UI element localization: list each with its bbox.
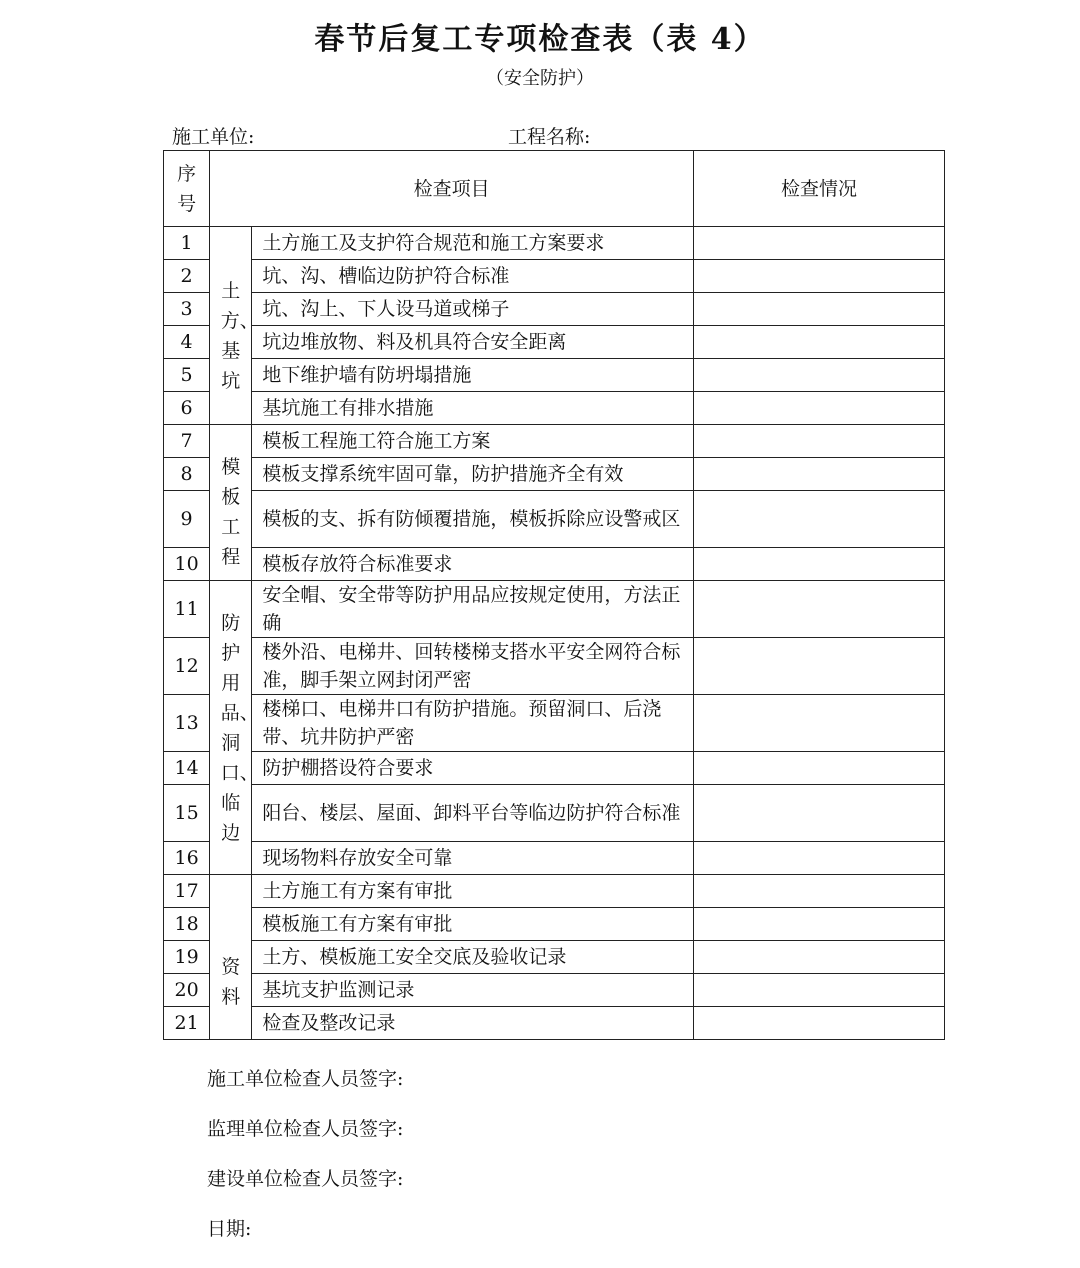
page-title: 春节后复工专项检查表（表 4） bbox=[314, 22, 766, 57]
row-result-cell[interactable] bbox=[694, 875, 945, 908]
row-no: 11 bbox=[164, 581, 210, 638]
row-item: 安全帽、安全带等防护用品应按规定使用，方法正确 bbox=[252, 581, 694, 638]
table-row bbox=[164, 227, 945, 260]
header-item: 检查项目 bbox=[210, 151, 694, 227]
table-row bbox=[164, 581, 945, 638]
row-item: 土方施工及支护符合规范和施工方案要求 bbox=[252, 227, 694, 260]
category-formwork: 模板工程 bbox=[210, 425, 252, 581]
row-no: 12 bbox=[164, 638, 210, 695]
table-row bbox=[164, 1007, 945, 1040]
table-row bbox=[164, 785, 945, 842]
row-no: 14 bbox=[164, 752, 210, 785]
table-row bbox=[164, 695, 945, 752]
table-row bbox=[164, 638, 945, 695]
owner-signature-label: 建设单位检查人员签字: bbox=[207, 1168, 404, 1190]
table-row bbox=[164, 392, 945, 425]
row-no: 13 bbox=[164, 695, 210, 752]
row-result-cell[interactable] bbox=[694, 227, 945, 260]
row-item: 模板施工有方案有审批 bbox=[252, 908, 694, 941]
row-item: 坑边堆放物、料及机具符合安全距离 bbox=[252, 326, 694, 359]
table-row bbox=[164, 974, 945, 1007]
row-no: 5 bbox=[164, 359, 210, 392]
table-row bbox=[164, 425, 945, 458]
row-no: 20 bbox=[164, 974, 210, 1007]
row-result-cell[interactable] bbox=[694, 491, 945, 548]
row-no: 18 bbox=[164, 908, 210, 941]
row-result-cell[interactable] bbox=[694, 293, 945, 326]
table-header-row bbox=[164, 151, 945, 227]
table-row bbox=[164, 326, 945, 359]
table-row bbox=[164, 752, 945, 785]
row-item: 基坑支护监测记录 bbox=[252, 974, 694, 1007]
row-no: 6 bbox=[164, 392, 210, 425]
row-item: 模板存放符合标准要求 bbox=[252, 548, 694, 581]
row-item: 阳台、楼层、屋面、卸料平台等临边防护符合标准 bbox=[252, 785, 694, 842]
date-label: 日期: bbox=[207, 1218, 252, 1240]
row-result-cell[interactable] bbox=[694, 1007, 945, 1040]
table-row bbox=[164, 842, 945, 875]
header-no: 序号 bbox=[164, 151, 210, 227]
row-no: 1 bbox=[164, 227, 210, 260]
row-result-cell[interactable] bbox=[694, 785, 945, 842]
category-protection: 防护用品、洞口、临边 bbox=[210, 581, 252, 875]
row-no: 8 bbox=[164, 458, 210, 491]
row-result-cell[interactable] bbox=[694, 695, 945, 752]
table-row bbox=[164, 548, 945, 581]
row-item: 模板工程施工符合施工方案 bbox=[252, 425, 694, 458]
row-result-cell[interactable] bbox=[694, 326, 945, 359]
row-result-cell[interactable] bbox=[694, 974, 945, 1007]
row-item: 模板的支、拆有防倾覆措施，模板拆除应设警戒区 bbox=[252, 491, 694, 548]
row-item: 现场物料存放安全可靠 bbox=[252, 842, 694, 875]
table-row bbox=[164, 941, 945, 974]
row-item: 检查及整改记录 bbox=[252, 1007, 694, 1040]
page-subtitle: （安全防护） bbox=[486, 68, 594, 89]
table-row bbox=[164, 875, 945, 908]
row-result-cell[interactable] bbox=[694, 941, 945, 974]
table-row bbox=[164, 458, 945, 491]
row-item: 坑、沟、槽临边防护符合标准 bbox=[252, 260, 694, 293]
category-documents: 资料 bbox=[210, 875, 252, 1040]
row-no: 2 bbox=[164, 260, 210, 293]
row-item: 楼外沿、电梯井、回转楼梯支搭水平安全网符合标准，脚手架立网封闭严密 bbox=[252, 638, 694, 695]
row-no: 21 bbox=[164, 1007, 210, 1040]
table-row bbox=[164, 293, 945, 326]
project-name-label: 工程名称: bbox=[508, 126, 591, 148]
row-result-cell[interactable] bbox=[694, 392, 945, 425]
row-item: 基坑施工有排水措施 bbox=[252, 392, 694, 425]
row-no: 10 bbox=[164, 548, 210, 581]
row-item: 模板支撑系统牢固可靠，防护措施齐全有效 bbox=[252, 458, 694, 491]
construction-signature-label: 施工单位检查人员签字: bbox=[207, 1068, 404, 1090]
construction-unit-label: 施工单位: bbox=[172, 126, 255, 148]
row-result-cell[interactable] bbox=[694, 581, 945, 638]
row-item: 地下维护墙有防坍塌措施 bbox=[252, 359, 694, 392]
table-row bbox=[164, 359, 945, 392]
table-row bbox=[164, 908, 945, 941]
inspection-table bbox=[163, 150, 945, 1040]
row-result-cell[interactable] bbox=[694, 638, 945, 695]
row-item: 楼梯口、电梯井口有防护措施。预留洞口、后浇带、坑井防护严密 bbox=[252, 695, 694, 752]
table-row bbox=[164, 491, 945, 548]
row-result-cell[interactable] bbox=[694, 425, 945, 458]
row-result-cell[interactable] bbox=[694, 458, 945, 491]
row-item: 土方施工有方案有审批 bbox=[252, 875, 694, 908]
row-no: 7 bbox=[164, 425, 210, 458]
row-result-cell[interactable] bbox=[694, 752, 945, 785]
row-result-cell[interactable] bbox=[694, 842, 945, 875]
row-result-cell[interactable] bbox=[694, 548, 945, 581]
row-no: 3 bbox=[164, 293, 210, 326]
supervision-signature-label: 监理单位检查人员签字: bbox=[207, 1118, 404, 1140]
row-no: 15 bbox=[164, 785, 210, 842]
row-item: 坑、沟上、下人设马道或梯子 bbox=[252, 293, 694, 326]
category-earthwork: 土方、基坑 bbox=[210, 227, 252, 425]
header-result: 检查情况 bbox=[694, 151, 945, 227]
row-no: 17 bbox=[164, 875, 210, 908]
row-no: 4 bbox=[164, 326, 210, 359]
row-item: 防护棚搭设符合要求 bbox=[252, 752, 694, 785]
row-no: 9 bbox=[164, 491, 210, 548]
row-no: 19 bbox=[164, 941, 210, 974]
row-result-cell[interactable] bbox=[694, 260, 945, 293]
row-no: 16 bbox=[164, 842, 210, 875]
row-item: 土方、模板施工安全交底及验收记录 bbox=[252, 941, 694, 974]
row-result-cell[interactable] bbox=[694, 359, 945, 392]
table-row bbox=[164, 260, 945, 293]
row-result-cell[interactable] bbox=[694, 908, 945, 941]
